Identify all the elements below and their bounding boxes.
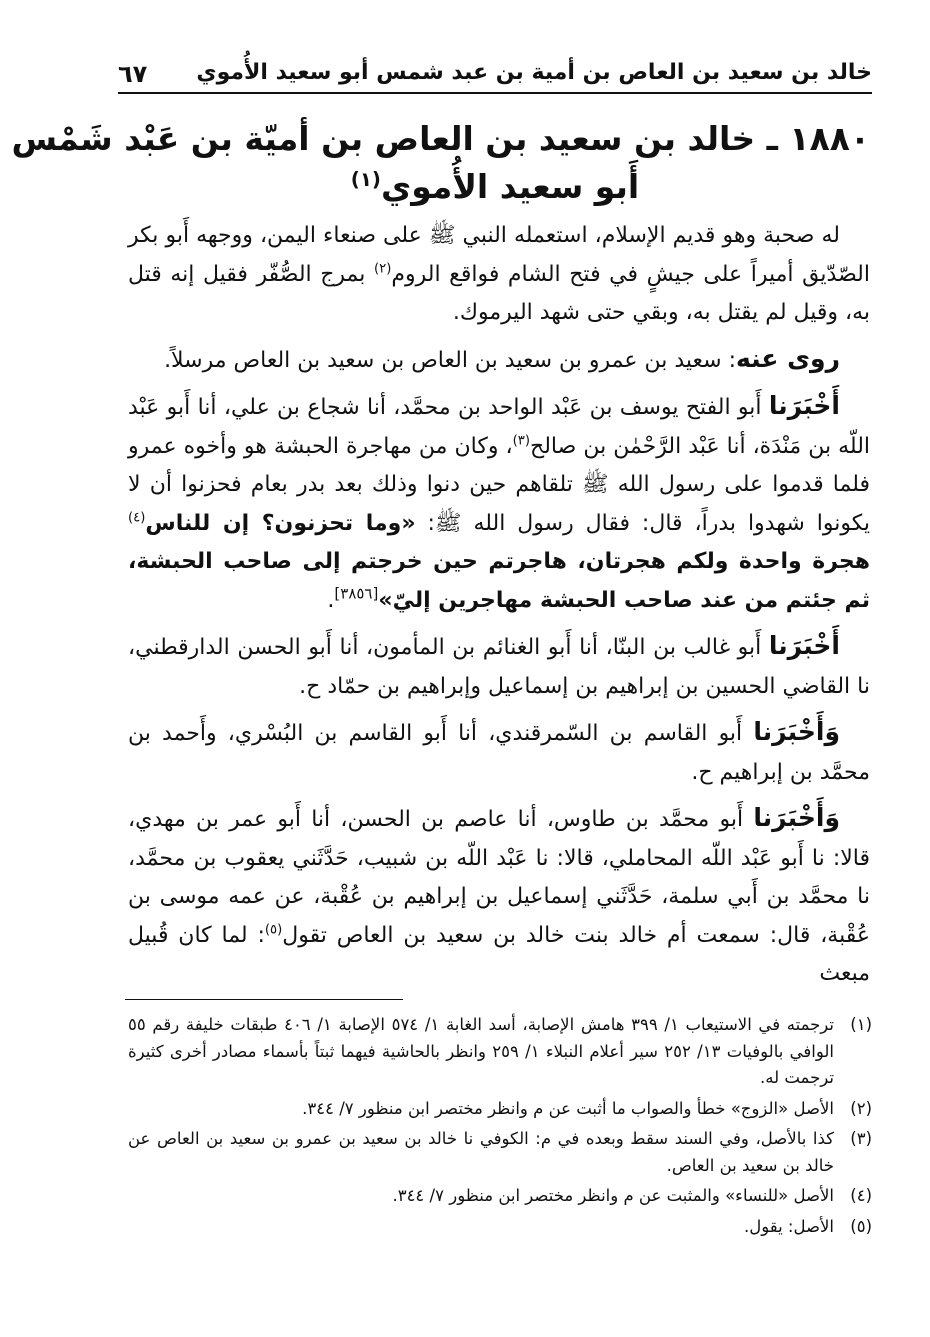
hadith-text: هجرة واحدة ولكم هجرتان، هاجرتم حين خرجتم إلى صاحب الحبشة، ثم جئتم من عند صاحب الحبشة مهاجرين إليّ» — [128, 549, 870, 613]
footnote-number: (١) — [850, 1015, 872, 1034]
lead-word: أَخْبَرَنا — [768, 391, 840, 420]
footnote — [128, 1012, 872, 1092]
footnote-number: (٣) — [850, 1129, 872, 1148]
lead-word: وَأَخْبَرَنا — [753, 803, 840, 832]
footnote — [128, 1183, 872, 1210]
paragraph-text: أَبو محمَّد بن طاوس، أنا عاصم بن الحسن، أنا أَبو عمر بن مهدي، قالا: نا أَبو عَبْد اللّه المحاملي، قالا: نا عَبْد اللّه بن شبيب، حَدَّثَني يعقوب بن محمَّد، نا محمَّد بن أَبي سلمة، حَدَّثَني إسماعيل بن إبراهيم بن عُقْبة، عن عمه موسى بن عُقْبة، قال: سمعت أم خالد بنت خالد بن سعيد بن العاص تقول — [128, 807, 870, 948]
footnote-number: (٤) — [850, 1186, 872, 1205]
footnote-text: الأصل «الزوج» خطأ والصواب ما أثبت عن م وانظر مختصر ابن منظور ٧/ ٣٤٤. — [302, 1098, 834, 1118]
paragraph-isnad-2 — [128, 627, 870, 706]
paragraph-text: له صحبة وهو قديم الإسلام، استعمله النبي ﷺ على صنعاء اليمن، ووجهه أَبو بكر الصّدّيق أميراً على جيشٍ في فتح الشام فواقع الروم — [128, 223, 870, 287]
paragraph-text: بمرج الصُّفّر فقيل إنه قتل به، وقيل لم يقتل به، وبقي حتى شهد اليرموك. — [128, 261, 870, 325]
hadith-text: «وما تحزنون؟ إن للناس — [145, 510, 416, 536]
footnote-number: (٥) — [850, 1216, 872, 1236]
paragraph-text: ، وكان من مهاجرة الحبشة هو وأخوه عمرو فلما قدموا على رسول الله ﷺ تلقاهم حين دنوا وذلك بعد بدر بعام فحزنوا أن لا يكونوا شهدوا بدراً، قال: فقال رسول الله ﷺ: — [128, 433, 870, 536]
footnote — [128, 1126, 872, 1179]
paragraph-isnad-4 — [128, 799, 870, 994]
footnote-marker: (٤) — [128, 510, 146, 526]
paragraph-text: أَبو غالب بن البنّا، أنا أَبو الغنائم بن المأمون، أنا أَبو الحسن الدارقطني، نا القاضي الحسين بن إبراهيم بن إسماعيل وإبراهيم بن حمّاد ح. — [128, 635, 870, 699]
footnote — [128, 1214, 872, 1241]
paragraph-text: أَبو القاسم بن السّمرقندي، أنا أَبو القاسم بن البُسْري، وأَحمد بن محمَّد بن إبراهيم ح. — [128, 721, 870, 785]
footnote — [128, 1096, 872, 1123]
entry-title-line-2 — [120, 163, 870, 211]
footnote-divider — [125, 999, 403, 1000]
page-number: ٦٧ — [118, 60, 148, 88]
footnotes — [128, 1012, 872, 1244]
main-text — [128, 217, 870, 1001]
footnote-text: كذا بالأصل، وفي السند سقط وبعده في م: الكوفي نا خالد بن سعيد بن عمرو بن سعيد بن العاص عن خالد بن سعيد بن العاص. — [128, 1129, 834, 1175]
footnote-marker: (٣) — [512, 433, 530, 449]
paragraph-text: : لما كان قُبيل مبعث — [128, 922, 870, 986]
footnote-text: الأصل: يقول. — [743, 1216, 834, 1236]
hadith-reference: [٣٨٥٦] — [334, 584, 379, 603]
entry-title-kunya: أَبو سعيد الأُموي — [380, 167, 640, 206]
paragraph-biography — [128, 217, 870, 333]
entry-title — [11, 115, 870, 211]
paragraph-text: . — [327, 587, 335, 613]
footnote-marker: (٢) — [373, 261, 392, 277]
lead-word: روى عنه — [736, 343, 840, 373]
paragraph-isnad-3 — [128, 713, 870, 792]
lead-word: وَأَخْبَرَنا — [753, 717, 840, 746]
running-title: خالد بن سعيد بن العاص بن أمية بن عبد شمس أبو سعيد الأُموي — [196, 60, 872, 85]
running-header — [118, 52, 872, 94]
paragraph-text: : سعيد بن عمرو بن سعيد بن العاص بن سعيد بن العاص مرسلاً. — [164, 347, 736, 373]
footnote-text: ترجمته في الاستيعاب ١/ ٣٩٩ هامش الإصابة، أسد الغابة ١/ ٥٧٤ الإصابة ١/ ٤٠٦ طبقات خليفة رقم ٥٥ الوافي بالوفيات ١٣/ ٢٥٢ سير أعلام النبلاء ١/ ٢٥٩ وانظر بالحاشية فيهما ثبتاً بأسماء مصادر أخرى كثيرة ترجمت له. — [128, 1015, 835, 1087]
footnote-number: (٢) — [850, 1098, 872, 1118]
paragraph-isnad-1 — [128, 387, 870, 620]
footnote-text: الأصل «للنساء» والمثبت عن م وانظر مختصر ابن منظور ٧/ ٣٤٤. — [392, 1186, 834, 1205]
paragraph-text: أَبو الفتح يوسف بن عَبْد الواحد بن محمَّد، أنا شجاع بن علي، أنا أَبو عَبْد اللّه بن مَنْدَة، أنا عَبْد الرَّحْمٰن بن صالح — [128, 395, 871, 459]
paragraph-narrators — [128, 340, 870, 381]
lead-word: أَخْبَرَنا — [768, 631, 840, 660]
entry-title-line-1: ١٨٨٠ ـ خالد بن سعيد بن العاص بن أميّة بن عَبْد شَمْس — [11, 119, 870, 158]
footnote-marker: (١) — [350, 168, 381, 191]
footnote-marker: (٥) — [264, 922, 283, 938]
